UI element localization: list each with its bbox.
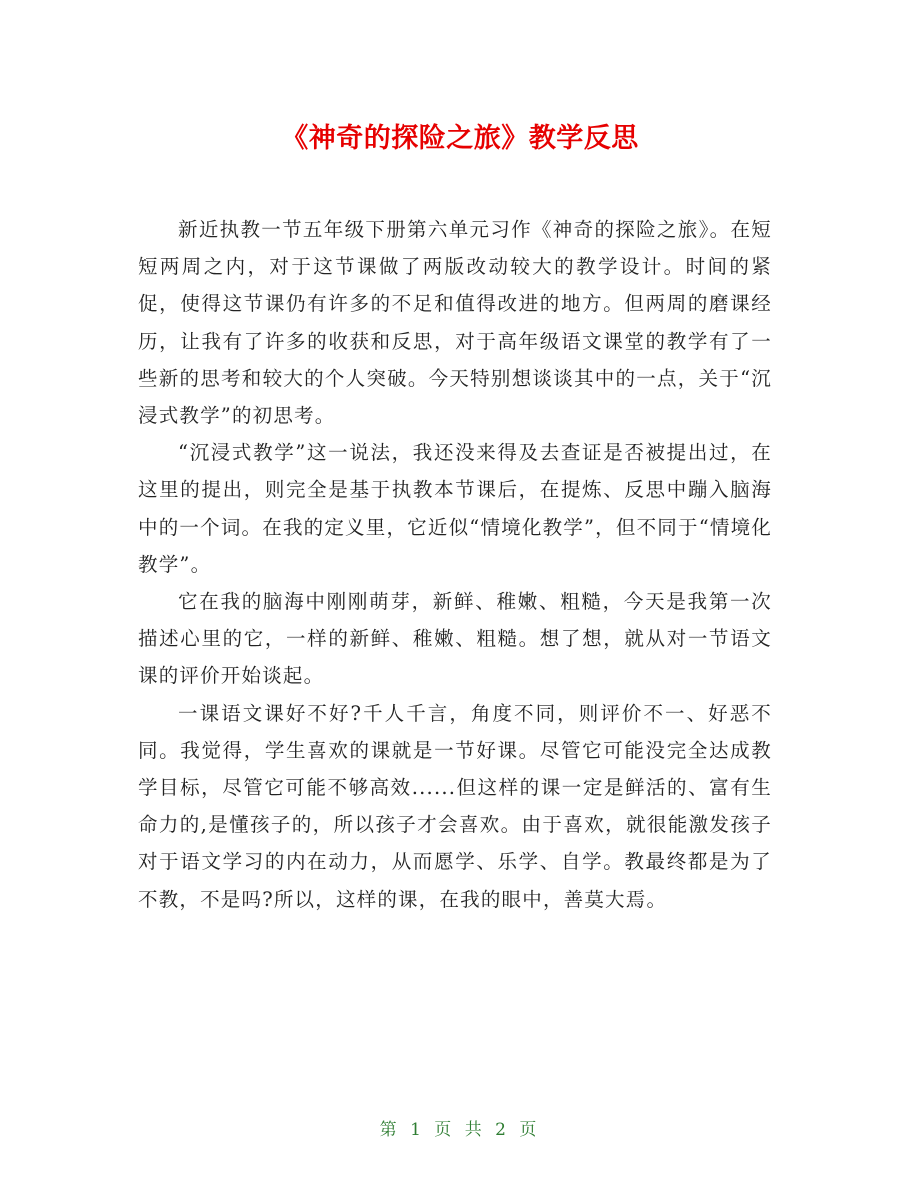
document-title: 《神奇的探险之旅》教学反思 [281, 123, 639, 154]
paragraph: 一课语文课好不好?千人千言，角度不同，则评价不一、好恶不同。我觉得，学生喜欢的课就是一节好课。尽管它可能没完全达成教学目标，尽管它可能不够高效......但这样的课一定是鲜活的、富有生命力的,是懂孩子的，所以孩子才会喜欢。由于喜欢，就很能激发孩子对于语文学习的内在动力，从而愿学、乐学、自学。教最终都是为了不教，不是吗?所以，这样的课，在我的眼中，善莫大焉。 [138, 701, 772, 911]
page-number-footer: 第 1 页 共 2 页 [379, 1120, 541, 1140]
paragraph: 新近执教一节五年级下册第六单元习作《神奇的探险之旅》。在短短两周之内，对于这节课做了两版改动较大的教学设计。时间的紧促，使得这节课仍有许多的不足和值得改进的地方。但两周的磨课经历，让我有了许多的收获和反思，对于高年级语文课堂的教学有了一些新的思考和较大的个人突破。今天特别想谈谈其中的一点，关于“沉浸式教学”的初思考。 [138, 218, 772, 428]
paragraph: 它在我的脑海中刚刚萌芽，新鲜、稚嫩、粗糙，今天是我第一次描述心里的它，一样的新鲜、稚嫩、粗糙。想了想，就从对一节语文课的评价开始谈起。 [138, 590, 772, 688]
document-body [138, 211, 772, 918]
paragraph: “沉浸式教学”这一说法，我还没来得及去查证是否被提出过，在这里的提出，则完全是基于执教本节课后，在提炼、反思中蹦入脑海中的一个词。在我的定义里，它近似“情境化教学”，但不同于“情境化教学”。 [138, 441, 772, 576]
